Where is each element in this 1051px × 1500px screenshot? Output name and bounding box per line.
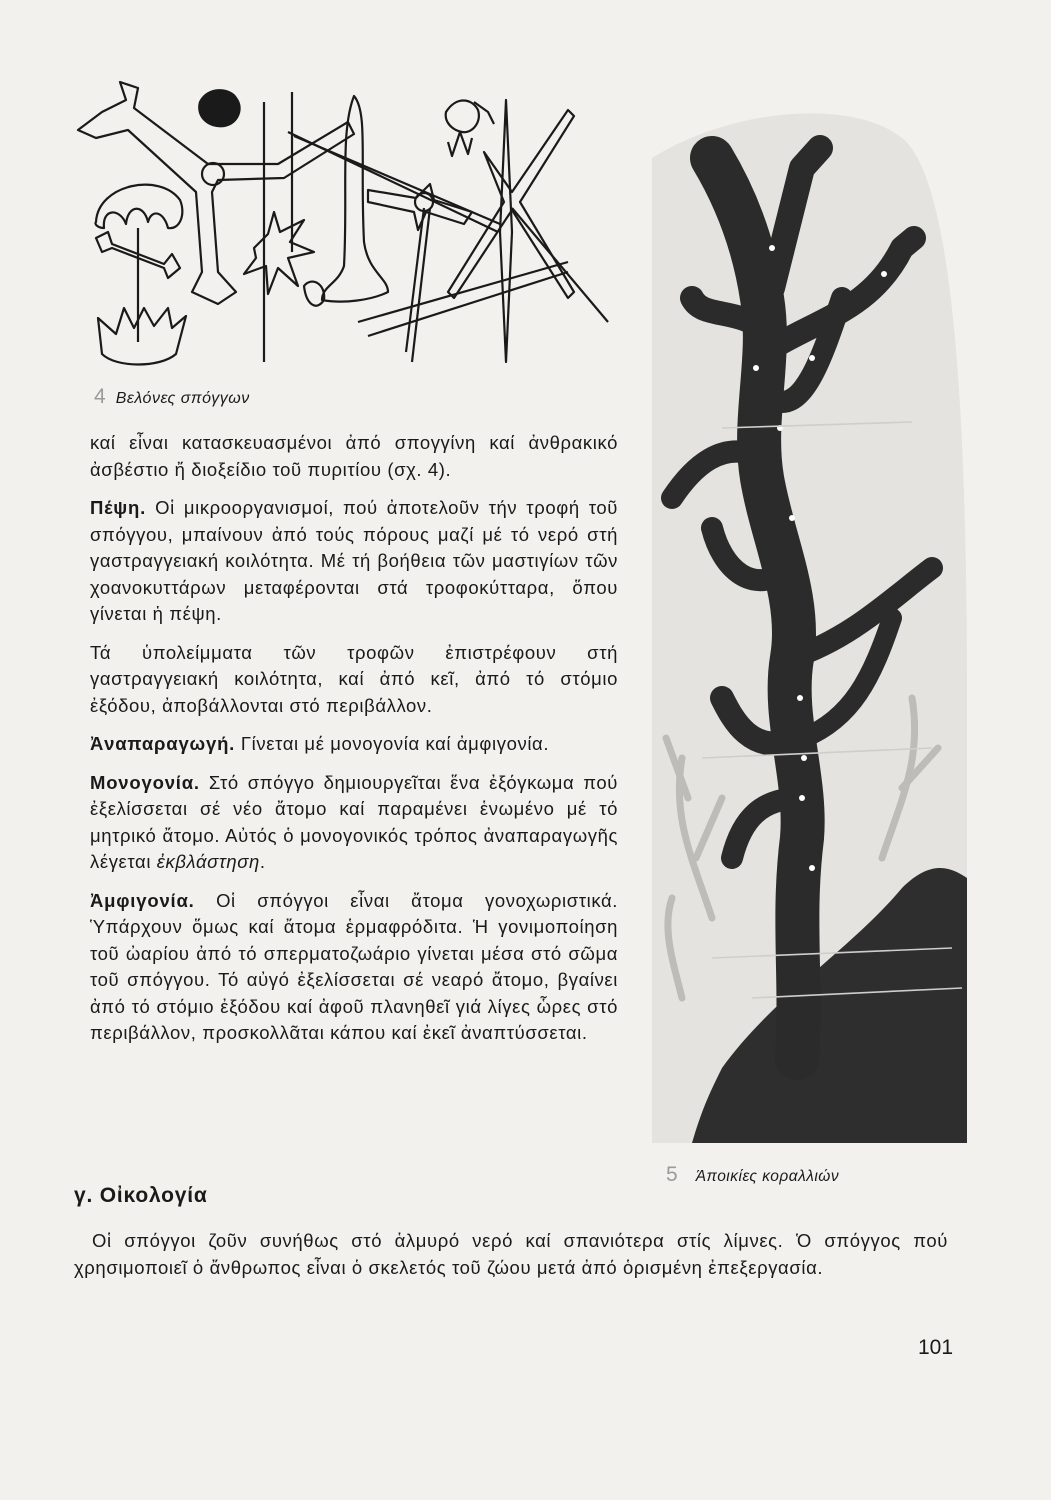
ecology-heading: γ. Οἰκολογία (74, 1184, 208, 1207)
figure-5-number: 5 (666, 1163, 678, 1186)
coral-colonies-illustration (652, 98, 967, 1143)
amphigony-heading: Ἀμφιγονία. (90, 889, 195, 911)
amphigony-paragraph (90, 888, 618, 1047)
residues-paragraph: Τά ὑπολείμματα τῶν τροφῶν ἐπιστρέφουν στή γαστραγγειακή κοιλότητα, καί ἀπό κεῖ, ἀπό τό στόμιο ἐξόδου, ἀποβάλλονται στό περιβάλλον. (90, 641, 618, 716)
figure-5-caption (666, 1163, 839, 1187)
monogony-paragraph (90, 770, 618, 876)
digestion-heading: Πέψη. (90, 497, 147, 518)
figure-4-number: 4 (94, 385, 106, 408)
main-text-column (90, 430, 618, 1059)
reproduction-heading: Ἀναπαραγωγή. (90, 733, 236, 754)
intro-paragraph: καί εἶναι κατασκευασμένοι ἀπό σπογγίνη καί ἀνθρακικό ἀσβέστιο ἤ διοξείδιο τοῦ πυριτίου (σχ. 4). (90, 432, 618, 480)
reproduction-text: Γίνεται μέ μονογονία καί ἀμφιγονία. (235, 733, 550, 754)
figure-4-caption-text: Βελόνες σπόγγων (115, 390, 250, 407)
amphigony-text: Οἱ σπόγγοι εἶναι ἄτομα γονοχωριστικά. Ὑπάρχουν ὅμως καί ἄτομα ἑρμαφρόδιτα. Ἡ γονιμοποίηση τοῦ ὠαρίου ἀπό τό σπερματοζωάριο γίνεται μέσα στό σῶμα τοῦ σπόγγου. Τό αὐγό ἐξελίσσεται σέ νεαρό ἄτομο, βγαίνει ἀπό τό στόμιο ἐξόδου καί ἀφοῦ πλανηθεῖ γιά λίγες ὧρες στό περιβάλλον, προσκολλᾶται κάπου καί ἐκεῖ ἀναπτύσσεται. (90, 889, 618, 1043)
monogony-heading: Μονογονία. (90, 771, 200, 793)
ecology-paragraph: Οἱ σπόγγοι ζοῦν συνήθως στό ἁλμυρό νερό καί σπανιότερα στίς λίμνες. Ὁ σπόγγος πού χρησιμοποιεῖ ὁ ἄνθρωπος εἶναι ὁ σκελετός τοῦ ζώου μετά ἀπό ὁρισμένη ἐπεξεργασία. (74, 1230, 948, 1278)
digestion-paragraph (90, 495, 618, 628)
sponge-spicules-illustration (68, 72, 628, 382)
monogony-term: ἐκβλάστηση (156, 851, 260, 872)
monogony-text: Στό σπόγγο δημιουργεῖται ἕνα ἐξόγκωμα πού ἐξελίσσεται σέ νέο ἄτομο καί παραμένει ἑνωμένο μέ τό μητρικό ἄτομο. Αὐτός ὁ μονογονικός τρόπος ἀναπαραγωγῆς λέγεται (90, 771, 618, 872)
reproduction-paragraph (90, 731, 618, 758)
page-number: 101 (918, 1336, 954, 1359)
monogony-end: . (259, 851, 266, 872)
digestion-text: Οἱ μικροοργανισμοί, πού ἀποτελοῦν τήν τροφή τοῦ σπόγγου, μπαίνουν ἀπό τούς πόρους μαζί μέ τό νερό στή γαστραγγειακή κοιλότητα. Μέ τή βοήθεια τῶν μαστιγίων τῶν χοανοκυττάρων μεταφέρονται στά τροφοκύτταρα, ὅπου γίνεται ἡ πέψη. (90, 497, 618, 624)
figure-4-caption (94, 385, 250, 409)
figure-5-caption-text: Άποικίες κοραλλιών (695, 1168, 840, 1185)
